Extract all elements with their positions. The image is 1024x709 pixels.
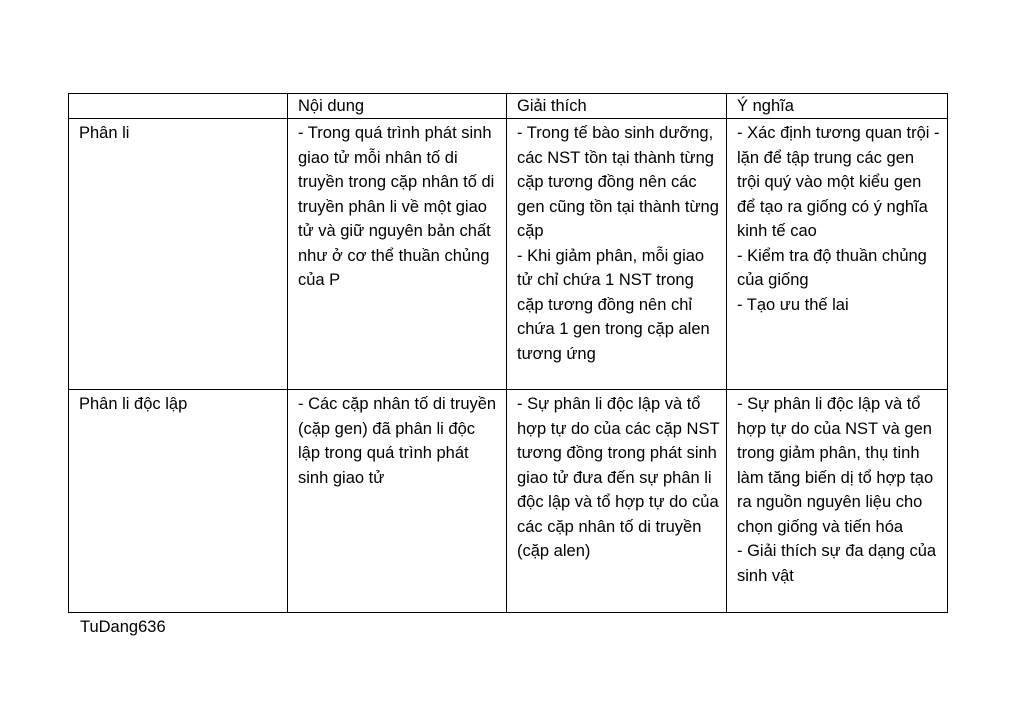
table-row: [69, 119, 948, 390]
cell-noi-dung: - Các cặp nhân tố di truyền (cặp gen) đã phân li độc lập trong quá trình phát sinh giao tử: [288, 390, 507, 613]
cell-y-nghia: - Xác định tương quan trội - lặn để tập trung các gen trội quý vào một kiểu gen để tạo ra giống có ý nghĩa kinh tế cao - Kiểm tra độ thuần chủng của giống - Tạo ưu thế lai: [727, 119, 948, 390]
header-noi-dung: Nội dung: [288, 94, 507, 119]
cell-giai-thich: - Sự phân li độc lập và tổ hợp tự do của các cặp NST tương đồng trong phát sinh giao tử đưa đến sự phân li độc lập và tổ hợp tự do của các cặp nhân tố di truyền (cặp alen): [507, 390, 727, 613]
header-y-nghia: Ý nghĩa: [727, 94, 948, 119]
row-label-phan-li: Phân li: [69, 119, 288, 390]
cell-y-nghia: - Sự phân li độc lập và tổ hợp tự do của NST và gen trong giảm phân, thụ tinh làm tăng biến dị tổ hợp tạo ra nguồn nguyên liệu cho chọn giống và tiến hóa - Giải thích sự đa dạng của sinh vật: [727, 390, 948, 613]
comparison-table: [68, 93, 948, 613]
author-credit: TuDang636: [80, 618, 166, 636]
table-row: [69, 390, 948, 613]
table-header-row: [69, 94, 948, 119]
row-label-phan-li-doc-lap: Phân li độc lập: [69, 390, 288, 613]
header-empty-cell: [69, 94, 288, 119]
cell-noi-dung: - Trong quá trình phát sinh giao tử mỗi nhân tố di truyền trong cặp nhân tố di truyền phân li về một giao tử và giữ nguyên bản chất như ở cơ thể thuần chủng của P: [288, 119, 507, 390]
header-giai-thich: Giải thích: [507, 94, 727, 119]
cell-giai-thich: - Trong tế bào sinh dưỡng, các NST tồn tại thành từng cặp tương đồng nên các gen cũng tồn tại thành từng cặp - Khi giảm phân, mỗi giao tử chỉ chứa 1 NST trong cặp tương đồng nên chỉ chứa 1 gen trong cặp alen tương ứng: [507, 119, 727, 390]
